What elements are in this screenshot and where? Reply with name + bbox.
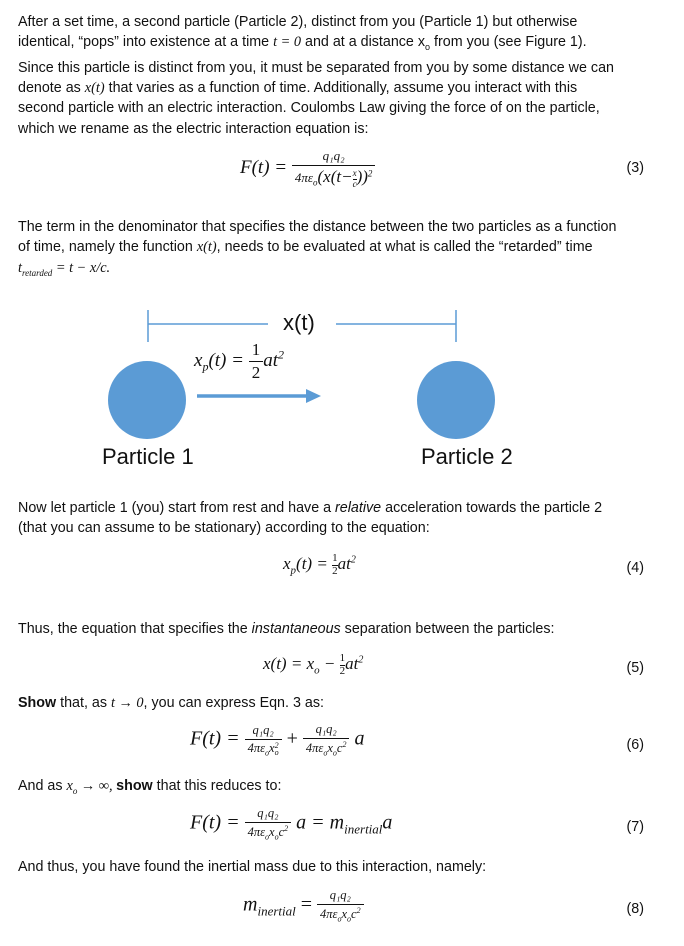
diagram-lines [0, 300, 684, 500]
equation-4: $x_p(t)$ = $\frac{1}{2}$ $at^2$ [283, 552, 356, 577]
equation-5: $x(t) = x_o$ − $\frac{1}{2}$ $at^2$ [263, 652, 364, 677]
equation-number: (5) [626, 660, 644, 676]
equation-number: (3) [626, 160, 644, 176]
paragraph-intro [18, 12, 648, 139]
particle-1-label: Particle 1 [102, 444, 194, 469]
text-line: identical, “pops” into existence at a time t = 0 and at a distance $x_o$ from you (see Figure 1). [18, 34, 587, 53]
inline-math: x(t) [84, 80, 105, 97]
paragraph-inertial-mass [18, 857, 648, 877]
equation-number: (6) [626, 737, 644, 753]
equation-number: (4) [626, 560, 644, 576]
inline-math: t = 0 [273, 34, 302, 51]
equation-number: (7) [626, 819, 644, 835]
paragraph-separation [18, 619, 648, 639]
particle-2-label: Particle 2 [421, 444, 513, 469]
text-line: Since this particle is distinct from you, it must be separated from you by some distance we can [18, 59, 614, 76]
text-line: $t_{retarded} = t - x/c$. [18, 259, 111, 278]
paragraph-show-reduce [18, 776, 648, 801]
motion-arrow-head [306, 389, 321, 403]
text-line: And thus, you have found the inertial mass due to this interaction, namely: [18, 859, 487, 875]
particle-1-ball [108, 361, 186, 439]
inline-math: x(t) [196, 239, 217, 256]
text-line: And as $x_o$ → ∞, show that this reduces to: [18, 778, 282, 796]
paragraph-show-limit [18, 693, 648, 713]
equation-number: (8) [626, 901, 644, 917]
acceleration-equation-label: $x_p(t)$ = $\frac{1}{2}$ $at^2$ [194, 340, 284, 382]
equation-6: F(t) = q₁q₂ $4\pi\varepsilon_ox$ 2 o + $\frac{\text{q₁q₂}}{4\pi\varepsilon_ox_oc^2}$ a [190, 722, 365, 758]
separation-label: x(t) [283, 310, 315, 335]
equation-7: F(t) = $\frac{\text{q₁q₂}}{4\pi\varepsilon_ox_oc^2}$ $a = m_{inertial}a$ [190, 806, 393, 842]
paragraph-retarded-time [18, 217, 648, 283]
text-line: Now let particle 1 (you) start from rest and have a relative acceleration towards the particle 2 [18, 500, 603, 516]
text-line: second particle with an electric interaction. Coulombs Law giving the force of on the particle, [18, 100, 600, 117]
equation-8: $m_{inertial}$ = $\frac{\text{q₁q₂}}{4\pi\varepsilon_ox_oc^2}$ [243, 888, 364, 924]
text-line: Show that, as t → 0, you can express Eqn. 3 as: [18, 695, 324, 711]
text-line: which we rename as the electric interaction equation is: [18, 120, 369, 137]
fraction: q₁q₂ $4\pi\varepsilon_o(x(t-$ $\frac{x}{c}$ ))$^2$ [292, 148, 376, 189]
text-line: Thus, the equation that specifies the instantaneous separation between the particles: [18, 621, 555, 637]
text-line: After a set time, a second particle (Particle 2), distinct from you (Particle 1) but otherwise [18, 14, 578, 30]
text-line: denote as x(t) that varies as a function of time. Additionally, assume you interact with this [18, 80, 578, 97]
text-line: (that you can assume to be stationary) according to the equation: [18, 520, 430, 537]
equation-3: F(t) = q₁q₂ $4\pi\varepsilon_o(x(t-$ $\frac{x}{c}$ ))$^2$ [240, 148, 375, 189]
particle-2-ball [417, 361, 495, 439]
text-line: The term in the denominator that specifies the distance between the two particles as a function [18, 219, 617, 235]
paragraph-acceleration [18, 498, 648, 539]
text-line: of time, namely the function x(t), needs to be evaluated at what is called the “retarded” time [18, 239, 593, 256]
